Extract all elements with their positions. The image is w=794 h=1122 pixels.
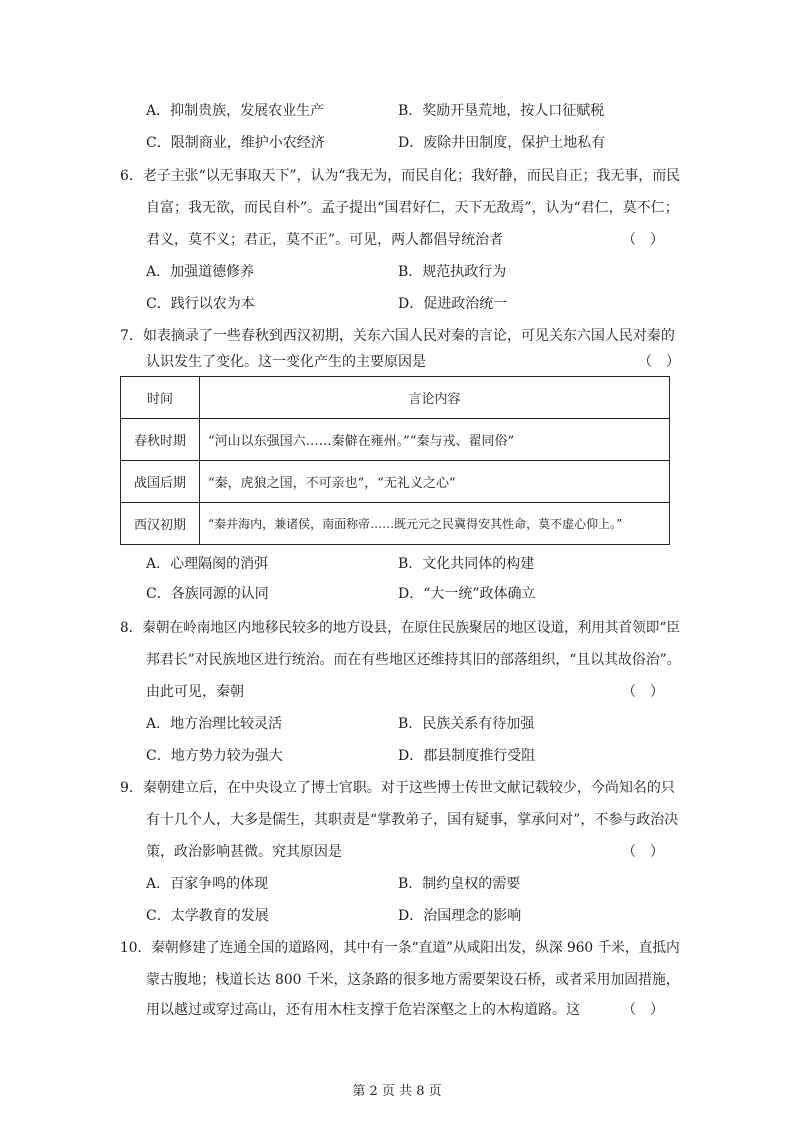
q7-option-a: A．心理隔阂的消弭 <box>146 556 269 572</box>
table-header-time: 时间 <box>121 377 200 419</box>
q9-stem-line-1: 9．秦朝建立后，在中央设立了博士官职。对于这些博士传世文献记载较少，今尚知名的只 <box>120 780 675 796</box>
q8-answer-paren: （ ） <box>622 684 664 700</box>
q9-stem-line-3: 策，政治影响甚微。究其原因是 <box>146 844 342 860</box>
q6-option-d: D．促进政治统一 <box>398 296 508 312</box>
q7-stem-line-2: 认识发生了变化。这一变化产生的主要原因是 <box>146 354 426 370</box>
q6-option-c: C．践行以农为本 <box>146 296 255 312</box>
q8-option-a: A．地方治理比较灵活 <box>146 716 283 732</box>
q6-answer-paren: （ ） <box>622 232 664 248</box>
q10-answer-paren: （ ） <box>622 1002 664 1018</box>
q8-stem-line-2: 邦君长”对民族地区进行统治。而在有些地区还维持其旧的部落组织，“且以其故俗治”。 <box>146 652 681 668</box>
q5-option-b: B．奖励开垦荒地，按人口征赋税 <box>398 103 605 119</box>
q6-stem-line-1: 6．老子主张“以无事取天下”，认为“我无为，而民自化；我好静，而民自正；我无事，而民 <box>120 168 681 184</box>
table-header-content: 言论内容 <box>200 377 670 419</box>
q8-stem-line-3: 由此可见，秦朝 <box>146 684 244 700</box>
q5-option-c: C．限制商业，维护小农经济 <box>146 135 325 151</box>
q7-option-c: C．各族同源的认同 <box>146 586 269 602</box>
q8-option-c: C．地方势力较为强大 <box>146 748 283 764</box>
q8-option-d: D．郡县制度推行受阻 <box>398 748 536 764</box>
page-number-footer: 第 2 页 共 8 页 <box>352 1084 442 1099</box>
table-cell-content: “秦，虎狼之国，不可亲也”，“无礼义之心” <box>200 461 670 503</box>
q5-option-d: D．废除井田制度，保护土地私有 <box>398 135 606 151</box>
q8-stem-line-1: 8．秦朝在岭南地区内地移民较多的地方设县，在原住民族聚居的地区设道，利用其首领即“臣 <box>120 620 680 636</box>
q6-stem-line-2: 自富；我无欲，而民自朴”。孟子提出“国君好仁，天下无敌焉”，认为“君仁，莫不仁； <box>146 200 679 216</box>
q9-option-d: D．治国理念的影响 <box>398 908 522 924</box>
table-header-row <box>121 377 670 419</box>
q7-table <box>120 376 670 545</box>
table-row <box>121 503 670 545</box>
table-cell-content: “秦并海内，兼诸侯，南面称帝……既元元之民冀得安其性命，莫不虚心仰上。” <box>200 503 670 545</box>
q10-stem-line-1: 10．秦朝修建了连通全国的道路网，其中有一条“直道”从咸阳出发，纵深 960 千米，直抵内 <box>120 940 680 956</box>
q9-option-b: B．制约皇权的需要 <box>398 876 521 892</box>
table-cell-time: 战国后期 <box>121 461 200 503</box>
q10-stem-line-3: 用以越过或穿过高山，还有用木柱支撑于危岩深壑之上的木构道路。这 <box>146 1002 580 1018</box>
q7-stem-line-1: 7．如表摘录了一些春秋到西汉初期，关东六国人民对秦的言论，可见关东六国人民对秦的 <box>120 328 675 344</box>
table-row <box>121 461 670 503</box>
q6-option-b: B．规范执政行为 <box>398 264 507 280</box>
q6-option-a: A．加强道德修养 <box>146 264 255 280</box>
q9-option-a: A．百家争鸣的体现 <box>146 876 269 892</box>
table-cell-time: 西汉初期 <box>121 503 200 545</box>
q9-option-c: C．太学教育的发展 <box>146 908 269 924</box>
q7-option-d: D．“大一统”政体确立 <box>398 586 536 602</box>
q9-stem-line-2: 有十几个人，大多是儒生，其职责是“掌教弟子，国有疑事，掌承问对”，不参与政治决 <box>146 812 679 828</box>
q10-stem-line-2: 蒙古腹地；栈道长达 800 千米，这条路的很多地方需要架设石桥，或者采用加固措施， <box>146 972 680 988</box>
q7-answer-paren: （ ） <box>638 354 680 370</box>
table-cell-content: “河山以东强国六……秦僻在雍州。”“秦与戎、翟同俗” <box>200 419 670 461</box>
q7-option-b: B．文化共同体的构建 <box>398 556 535 572</box>
q6-stem-line-3: 君义，莫不义；君正，莫不正”。可见，两人都倡导统治者 <box>146 232 504 248</box>
q9-answer-paren: （ ） <box>622 844 664 860</box>
q5-option-a: A．抑制贵族，发展农业生产 <box>146 103 325 119</box>
table-row <box>121 419 670 461</box>
q8-option-b: B．民族关系有待加强 <box>398 716 535 732</box>
table-cell-time: 春秋时期 <box>121 419 200 461</box>
